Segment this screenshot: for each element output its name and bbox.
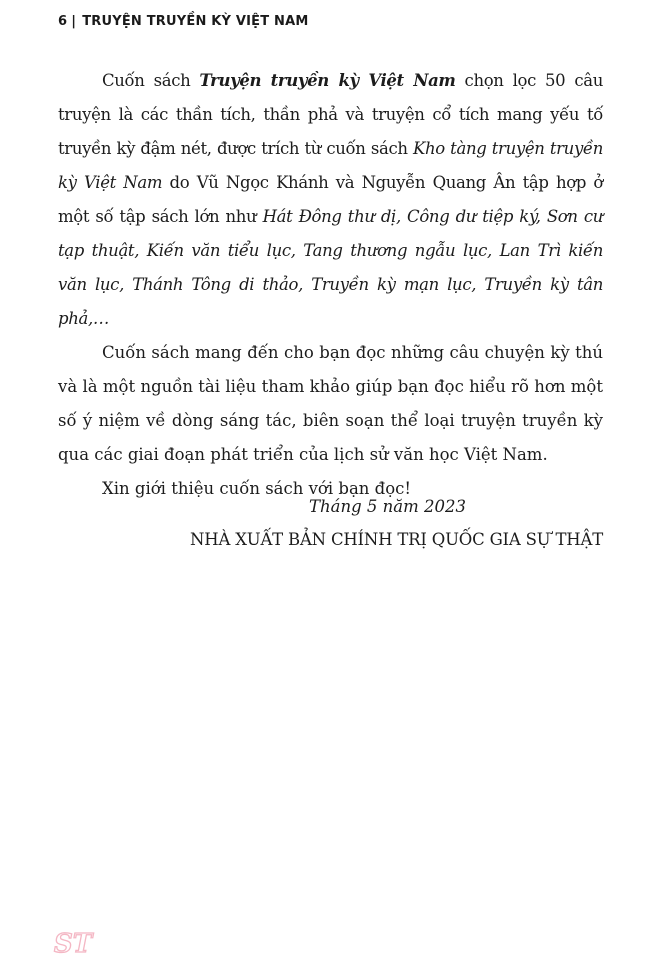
publisher-name: NHÀ XUẤT BẢN CHÍNH TRỊ QUỐC GIA SỰ THẬT	[190, 530, 603, 549]
intro-text-1: Cuốn sách	[102, 71, 200, 90]
page-number: 6	[58, 14, 68, 29]
running-header	[58, 14, 309, 29]
closing-paragraph: Xin giới thiệu cuốn sách với bạn đọc!	[102, 479, 412, 498]
intro-text-3: do Vũ Ngọc Khánh và Nguyễn Quang Ân tập hợp ở một số tập sách lớn như	[58, 173, 604, 226]
logo-text: ST	[54, 929, 93, 959]
source-book-title: Kho tàng truyện truyền kỳ Việt Nam	[58, 139, 604, 192]
intro-text-2: chọn lọc 50 câu truyện là các thần tích, thần phả và truyện cổ tích mang yếu tố truyền kỳ đậm nét, được trích từ cuốn sách	[58, 71, 603, 158]
intro-paragraph	[58, 64, 603, 336]
st-publisher-logo-icon	[52, 926, 93, 959]
header-separator: |	[71, 14, 77, 29]
signature-block	[58, 490, 603, 556]
body-text	[58, 64, 603, 506]
source-collections-list: Hát Đông thư dị, Công dư tiệp ký, Sơn cư tạp thuật, Kiến văn tiểu lục, Tang thương ngẫu lục, Lan Trì kiến văn lục, Thánh Tông di thảo, Truyền kỳ mạn lục, Truyền kỳ tân phả,…	[58, 207, 603, 328]
content-paragraph: Cuốn sách mang đến cho bạn đọc những câu chuyện kỳ thú và là một nguồn tài liệu tham khảo giúp bạn đọc hiểu rõ hơn một số ý niệm về dòng sáng tác, biên soạn thể loại truyện truyền kỳ qua các giai đoạn phát triển của lịch sử văn học Việt Nam.	[58, 343, 603, 464]
running-title: TRUYỆN TRUYỀN KỲ VIỆT NAM	[82, 14, 309, 29]
book-title: Truyện truyền kỳ Việt Nam	[199, 71, 456, 90]
signature-date: Tháng 5 năm 2023	[309, 497, 466, 516]
